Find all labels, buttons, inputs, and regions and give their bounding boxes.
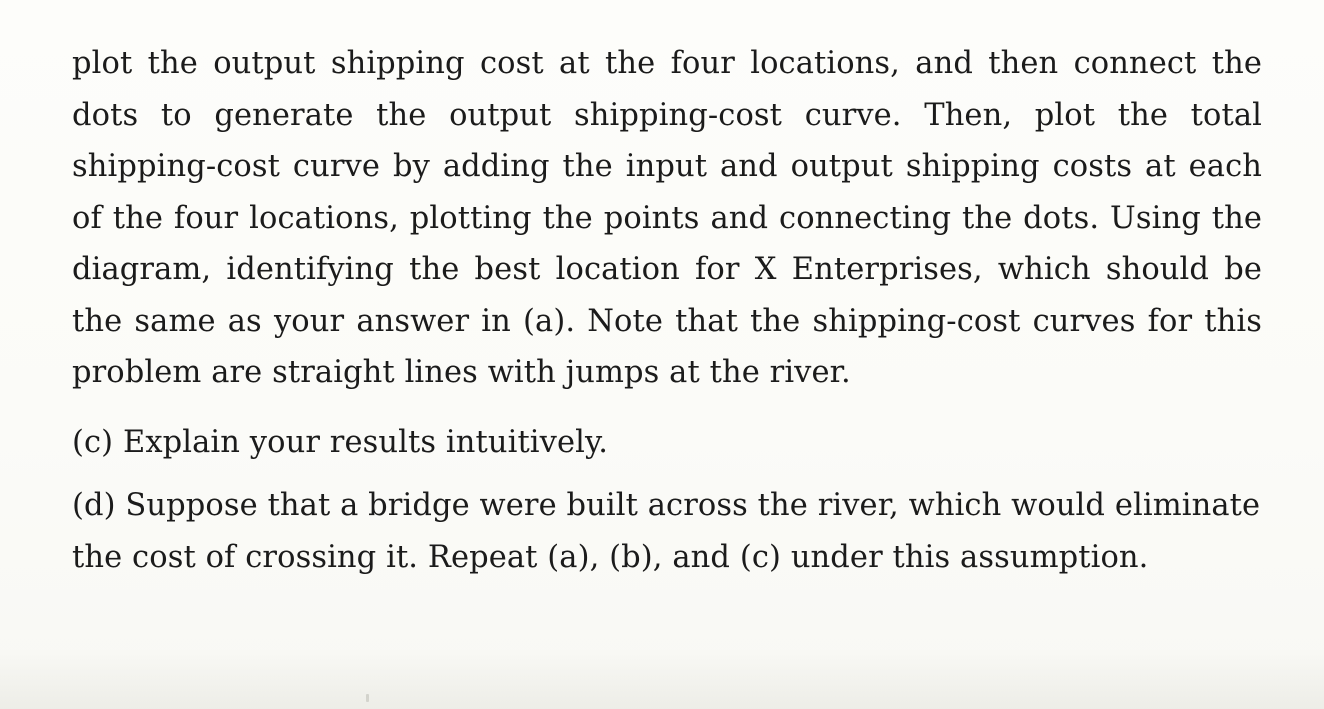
paragraph-item-d: (d) Suppose that a bridge were built across the river, which would eliminate the cost of crossing it. Repeat (a), (b), and (c) under this assumption. xyxy=(72,488,1261,575)
paragraph-continuation: plot the output shipping cost at the four locations, and then connect the dots to generate the output shipping-cost curve. Then, plot the total shipping-cost curve by adding the input and output shipping costs at each of the four locations, plotting the points and connecting the dots. Using the diagram, identifying the best location for X Enterprises, which should be the same as your answer in (a). Note that the shipping-cost curves for this problem are straight lines with jumps at the river. xyxy=(72,46,1262,390)
page-speck xyxy=(366,694,369,702)
paragraph-item-c: (c) Explain your results intuitively. xyxy=(72,424,609,460)
